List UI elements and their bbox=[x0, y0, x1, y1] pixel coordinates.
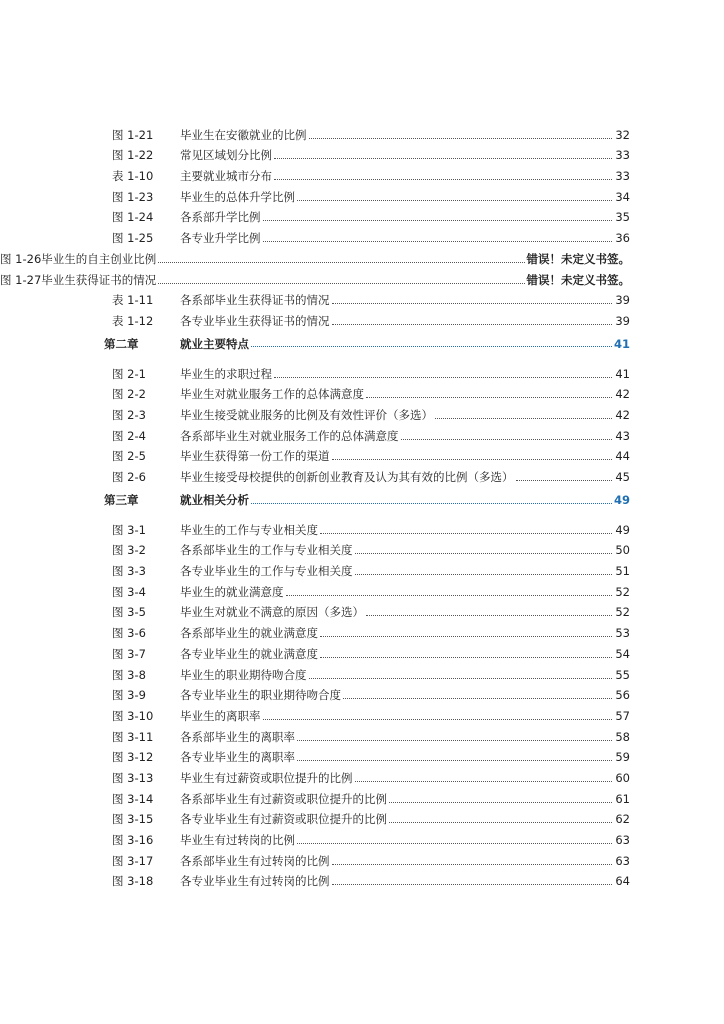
toc-entry-title: 毕业生对就业服务工作的总体满意度 bbox=[180, 387, 364, 402]
toc-entry-title: 各专业毕业生的工作与专业相关度 bbox=[180, 564, 353, 579]
toc-entry-label: 图 3-14 bbox=[112, 791, 154, 806]
toc-leader-dots bbox=[355, 552, 613, 554]
toc-leader-dots bbox=[297, 199, 612, 201]
toc-entry-label: 图 3-1 bbox=[112, 522, 146, 537]
toc-leader-dots bbox=[286, 594, 613, 596]
toc-entry-page: 36 bbox=[615, 231, 630, 246]
toc-entry-page: 49 bbox=[615, 522, 630, 537]
toc-entry[interactable] bbox=[0, 162, 724, 183]
toc-entry[interactable] bbox=[0, 682, 724, 703]
toc-leader-dots bbox=[263, 718, 613, 720]
toc-entry-title: 各专业毕业生有过转岗的比例 bbox=[180, 874, 330, 889]
toc-entry-page: 60 bbox=[615, 770, 630, 785]
toc-leader-dots bbox=[158, 282, 524, 284]
toc-entry-title: 各系部升学比例 bbox=[180, 210, 261, 225]
toc-entry-page: 42 bbox=[615, 387, 630, 402]
toc-entry[interactable] bbox=[0, 463, 724, 484]
toc-entry-title: 各系部毕业生有过转岗的比例 bbox=[180, 853, 330, 868]
toc-entry-title: 毕业生有过转岗的比例 bbox=[180, 833, 295, 847]
toc-entry-title: 各系部毕业生有过薪资或职位提升的比例 bbox=[180, 791, 387, 806]
toc-entry-title: 毕业生的离职率 bbox=[180, 708, 261, 723]
toc-entry-label: 图 3-13 bbox=[112, 770, 154, 785]
toc-entry-page: 44 bbox=[615, 449, 630, 464]
toc-leader-dots bbox=[320, 635, 612, 637]
toc-entry-label: 图 2-6 bbox=[112, 470, 146, 484]
toc-leader-dots bbox=[263, 219, 613, 221]
toc-entry[interactable] bbox=[0, 578, 724, 599]
toc-entry-title: 毕业生在安徽就业的比例 bbox=[180, 127, 307, 142]
toc-entry[interactable] bbox=[0, 422, 724, 443]
toc-leader-dots bbox=[297, 759, 612, 761]
toc-leader-dots bbox=[274, 157, 612, 159]
toc-chapter-entry[interactable] bbox=[0, 328, 724, 360]
toc-leader-dots bbox=[389, 801, 612, 803]
toc-entry-title: 各专业毕业生获得证书的情况 bbox=[180, 313, 330, 328]
toc-entry-title: 各系部毕业生的离职率 bbox=[180, 729, 295, 744]
toc-leader-dots bbox=[435, 417, 612, 419]
toc-leader-dots bbox=[332, 323, 613, 325]
toc-leader-dots bbox=[332, 302, 613, 304]
toc-leader-dots bbox=[251, 497, 612, 504]
toc-entry-label: 图 3-9 bbox=[112, 688, 146, 703]
toc-entry-label: 图 3-15 bbox=[112, 812, 154, 827]
toc-entry-label: 表 1-12 bbox=[112, 313, 154, 328]
toc-entry-page: 41 bbox=[614, 336, 631, 351]
toc-entry-page: 39 bbox=[615, 313, 630, 328]
toc-entry-title: 毕业生接受就业服务的比例及有效性评价（多选） bbox=[180, 407, 433, 422]
toc-leader-dots bbox=[389, 821, 612, 823]
toc-entry-title: 毕业生有过薪资或职位提升的比例 bbox=[180, 770, 353, 785]
toc-entry-label: 图 3-6 bbox=[112, 626, 146, 641]
toc-entry-page: 50 bbox=[615, 543, 630, 558]
toc-entry-page: 39 bbox=[615, 293, 630, 308]
toc-entry-label: 图 2-1 bbox=[112, 366, 146, 381]
toc-entry-page: 45 bbox=[615, 470, 630, 484]
toc-entry-title: 毕业生的总体升学比例 bbox=[180, 189, 295, 204]
toc-entry-title: 毕业生的工作与专业相关度 bbox=[180, 522, 318, 537]
toc-entry-label: 图 3-18 bbox=[112, 874, 154, 889]
toc-entry[interactable] bbox=[0, 619, 724, 640]
toc-entry-page: 34 bbox=[615, 189, 630, 204]
toc-leader-dots bbox=[355, 573, 613, 575]
toc-entry[interactable] bbox=[0, 826, 724, 847]
toc-entry[interactable] bbox=[0, 443, 724, 464]
toc-entry[interactable] bbox=[0, 764, 724, 785]
toc-leader-dots bbox=[320, 656, 612, 658]
toc-entry-label: 图 1-23 bbox=[112, 189, 154, 204]
toc-leader-dots bbox=[401, 438, 613, 440]
toc-entry[interactable] bbox=[0, 121, 724, 142]
toc-entry-page: 53 bbox=[615, 626, 630, 641]
toc-entry-page: 52 bbox=[615, 605, 630, 620]
toc-entry-page: 35 bbox=[615, 210, 630, 225]
toc-entry-page: 59 bbox=[615, 750, 630, 765]
toc-entry[interactable] bbox=[0, 723, 724, 744]
toc-entry[interactable] bbox=[0, 537, 724, 558]
toc-leader-dots bbox=[158, 261, 524, 263]
toc-entry[interactable] bbox=[0, 266, 724, 287]
toc-entry[interactable] bbox=[0, 245, 724, 266]
toc-entry[interactable] bbox=[0, 557, 724, 578]
toc-entry[interactable] bbox=[0, 744, 724, 765]
toc-entry-label: 图 3-10 bbox=[112, 708, 154, 723]
toc-entry-title: 主要就业城市分布 bbox=[180, 169, 272, 184]
toc-entry-page: 63 bbox=[615, 853, 630, 868]
toc-entry[interactable] bbox=[0, 847, 724, 868]
toc-entry[interactable] bbox=[0, 785, 724, 806]
toc-entry[interactable] bbox=[0, 183, 724, 204]
toc-entry-page: 61 bbox=[615, 791, 630, 806]
toc-entry-label: 图 2-3 bbox=[112, 407, 146, 422]
toc-entry[interactable] bbox=[0, 401, 724, 422]
toc-entry-label: 图 3-4 bbox=[112, 584, 146, 599]
toc-entry[interactable] bbox=[0, 661, 724, 682]
toc-entry-title: 各专业毕业生有过薪资或职位提升的比例 bbox=[180, 812, 387, 827]
toc-entry-page: 错误！未定义书签。 bbox=[526, 272, 630, 287]
toc-entry[interactable] bbox=[0, 204, 724, 225]
table-of-contents bbox=[0, 121, 724, 888]
toc-entry[interactable] bbox=[0, 868, 724, 889]
toc-leader-dots bbox=[343, 697, 612, 699]
toc-leader-dots bbox=[274, 376, 612, 378]
toc-entry[interactable] bbox=[0, 360, 724, 381]
toc-entry-label: 表 1-10 bbox=[112, 169, 154, 184]
toc-leader-dots bbox=[297, 739, 612, 741]
toc-entry-label: 图 2-4 bbox=[112, 428, 146, 443]
toc-entry-title: 毕业生接受母校提供的创新创业教育及认为其有效的比例（多选） bbox=[180, 470, 514, 484]
toc-entry-title: 各专业毕业生的离职率 bbox=[180, 750, 295, 765]
toc-entry-label: 图 3-3 bbox=[112, 564, 146, 579]
toc-entry-title: 各专业毕业生的就业满意度 bbox=[180, 646, 318, 661]
toc-entry-label: 图 1-27 bbox=[0, 272, 42, 287]
toc-leader-dots bbox=[366, 396, 612, 398]
toc-leader-dots bbox=[309, 677, 613, 679]
toc-entry-label: 第三章 bbox=[104, 493, 139, 507]
toc-entry[interactable] bbox=[0, 307, 724, 328]
toc-entry[interactable] bbox=[0, 806, 724, 827]
toc-entry-label: 图 3-17 bbox=[112, 853, 154, 868]
toc-entry[interactable] bbox=[0, 287, 724, 308]
toc-entry-page: 51 bbox=[615, 564, 630, 579]
toc-entry-label: 第二章 bbox=[104, 336, 139, 351]
toc-leader-dots bbox=[332, 458, 613, 460]
toc-entry-label: 图 3-8 bbox=[112, 667, 146, 682]
toc-entry-label: 图 3-12 bbox=[112, 750, 154, 765]
toc-entry-title: 各系部毕业生对就业服务工作的总体满意度 bbox=[180, 428, 399, 443]
toc-entry-page: 62 bbox=[615, 812, 630, 827]
toc-leader-dots bbox=[332, 863, 613, 865]
toc-leader-dots bbox=[309, 137, 613, 139]
toc-entry-label: 图 1-22 bbox=[112, 148, 154, 163]
toc-entry-label: 图 3-16 bbox=[112, 833, 154, 847]
toc-entry[interactable] bbox=[0, 142, 724, 163]
toc-entry-page: 54 bbox=[615, 646, 630, 661]
toc-entry[interactable] bbox=[0, 381, 724, 402]
toc-chapter-entry[interactable] bbox=[0, 484, 724, 516]
toc-entry-title: 各系部毕业生的工作与专业相关度 bbox=[180, 543, 353, 558]
toc-entry[interactable] bbox=[0, 599, 724, 620]
toc-leader-dots bbox=[251, 340, 612, 347]
toc-entry-title: 各系部毕业生的就业满意度 bbox=[180, 626, 318, 641]
toc-entry-page: 41 bbox=[615, 366, 630, 381]
toc-entry-title: 毕业生的求职过程 bbox=[180, 366, 272, 381]
toc-entry[interactable] bbox=[0, 640, 724, 661]
toc-leader-dots bbox=[366, 614, 612, 616]
toc-entry-title: 就业主要特点 bbox=[180, 336, 249, 351]
toc-entry-label: 图 3-5 bbox=[112, 605, 146, 620]
toc-entry-page: 64 bbox=[615, 874, 630, 889]
toc-entry-title: 毕业生的职业期待吻合度 bbox=[180, 667, 307, 682]
toc-entry-title: 毕业生的自主创业比例 bbox=[41, 251, 157, 266]
toc-entry-label: 图 1-21 bbox=[112, 127, 154, 142]
toc-entry-page: 58 bbox=[615, 729, 630, 744]
toc-entry-label: 表 1-11 bbox=[112, 293, 154, 308]
toc-entry-label: 图 1-26 bbox=[0, 251, 42, 266]
toc-leader-dots bbox=[355, 780, 613, 782]
toc-entry-label: 图 3-7 bbox=[112, 646, 146, 661]
toc-entry-page: 57 bbox=[615, 708, 630, 723]
toc-entry-page: 42 bbox=[615, 407, 630, 422]
toc-entry-title: 各专业升学比例 bbox=[180, 231, 261, 246]
toc-entry-page: 33 bbox=[615, 148, 630, 163]
toc-entry-page: 56 bbox=[615, 688, 630, 703]
toc-entry-title: 毕业生获得第一份工作的渠道 bbox=[180, 449, 330, 464]
toc-entry-label: 图 2-5 bbox=[112, 449, 146, 464]
toc-entry-page: 63 bbox=[615, 833, 630, 847]
toc-entry-page: 49 bbox=[614, 493, 631, 507]
toc-leader-dots bbox=[263, 240, 613, 242]
toc-leader-dots bbox=[274, 178, 612, 180]
toc-entry-page: 52 bbox=[615, 584, 630, 599]
toc-entry-page: 32 bbox=[615, 127, 630, 142]
toc-entry-label: 图 1-25 bbox=[112, 231, 154, 246]
toc-entry-page: 33 bbox=[615, 169, 630, 184]
toc-entry-title: 毕业生获得证书的情况 bbox=[41, 272, 157, 287]
toc-entry-label: 图 1-24 bbox=[112, 210, 154, 225]
toc-entry[interactable] bbox=[0, 516, 724, 537]
toc-entry-title: 毕业生的就业满意度 bbox=[180, 584, 284, 599]
toc-leader-dots bbox=[332, 883, 613, 885]
toc-entry-page: 55 bbox=[615, 667, 630, 682]
toc-entry[interactable] bbox=[0, 224, 724, 245]
toc-entry-title: 毕业生对就业不满意的原因（多选） bbox=[180, 605, 364, 620]
toc-entry-title: 各专业毕业生的职业期待吻合度 bbox=[180, 688, 341, 703]
toc-entry-label: 图 3-2 bbox=[112, 543, 146, 558]
toc-entry-title: 就业相关分析 bbox=[180, 493, 249, 507]
toc-entry-page: 错误！未定义书签。 bbox=[526, 251, 630, 266]
toc-entry-page: 43 bbox=[615, 428, 630, 443]
toc-leader-dots bbox=[516, 479, 613, 481]
toc-entry[interactable] bbox=[0, 702, 724, 723]
toc-leader-dots bbox=[320, 532, 612, 534]
toc-leader-dots bbox=[297, 842, 612, 844]
toc-entry-label: 图 2-2 bbox=[112, 387, 146, 402]
toc-entry-label: 图 3-11 bbox=[112, 729, 154, 744]
toc-entry-title: 各系部毕业生获得证书的情况 bbox=[180, 293, 330, 308]
toc-entry-title: 常见区域划分比例 bbox=[180, 148, 272, 163]
